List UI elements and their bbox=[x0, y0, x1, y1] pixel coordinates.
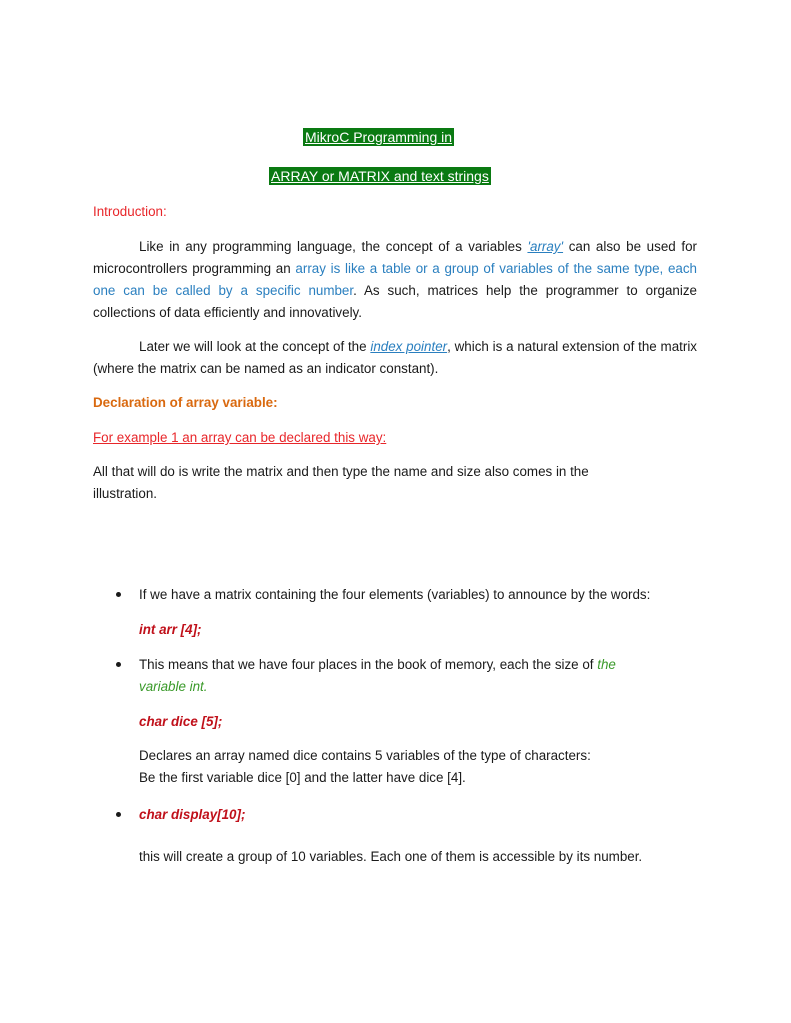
declaration-desc-line-2: illustration. bbox=[93, 486, 158, 501]
index-pointer-link[interactable]: index pointer bbox=[370, 339, 448, 354]
bullet-2-green-a: the bbox=[597, 657, 616, 672]
intro-p1-text-a: Like in any programming language, the concept of a variables bbox=[139, 239, 528, 254]
bullet-2-dot bbox=[116, 662, 121, 667]
intro-p1-highlight: array is like a table or a group of variables of the same type, each one can be called by a specific number bbox=[93, 261, 697, 298]
bullet-1-text: If we have a matrix containing the four elements (variables) to announce by the words: bbox=[139, 587, 651, 602]
bullet-2-text: This means that we have four places in the book of memory, each the size of bbox=[139, 657, 598, 672]
title-line-1: MikroC Programming in bbox=[305, 129, 453, 145]
bullet-3-code: char display[10]; bbox=[139, 807, 246, 822]
bullet-1-dot bbox=[116, 592, 121, 597]
bullet-2-text-line-1 bbox=[139, 656, 616, 674]
intro-p1-text-b: can also be used for microcontrollers programming an bbox=[93, 239, 697, 276]
bullet-2-desc-line-2: Be the first variable dice [0] and the latter have dice [4]. bbox=[139, 770, 466, 785]
title-line-2: ARRAY or MATRIX and text strings bbox=[271, 168, 489, 184]
example-heading: For example 1 an array can be declared this way: bbox=[93, 430, 387, 445]
intro-paragraph-1 bbox=[93, 236, 697, 324]
array-link[interactable]: 'array' bbox=[527, 239, 564, 254]
bullet-2-code: char dice [5]; bbox=[139, 714, 223, 729]
intro-p2-text-b: , which is a natural extension of the matrix (where the matrix can be named as an indicator constant). bbox=[93, 339, 697, 376]
declaration-desc-line-1: All that will do is write the matrix and then type the name and size also comes in the bbox=[93, 464, 589, 479]
introduction-heading: Introduction: bbox=[93, 204, 167, 219]
bullet-1-code: int arr [4]; bbox=[139, 622, 202, 637]
bullet-3-desc: this will create a group of 10 variables. Each one of them is accessible by its number. bbox=[139, 849, 643, 864]
bullet-2-desc-line-1: Declares an array named dice contains 5 variables of the type of characters: bbox=[139, 748, 591, 763]
bullet-2-green-b: variable int. bbox=[139, 679, 208, 694]
intro-p2-text-a: Later we will look at the concept of the bbox=[139, 339, 371, 354]
intro-paragraph-2 bbox=[93, 336, 697, 380]
bullet-3-dot bbox=[116, 812, 121, 817]
declaration-heading: Declaration of array variable: bbox=[93, 395, 278, 410]
intro-p1-text-c: . As such, matrices help the programmer to organize collections of data efficiently and innovatively. bbox=[93, 283, 698, 320]
